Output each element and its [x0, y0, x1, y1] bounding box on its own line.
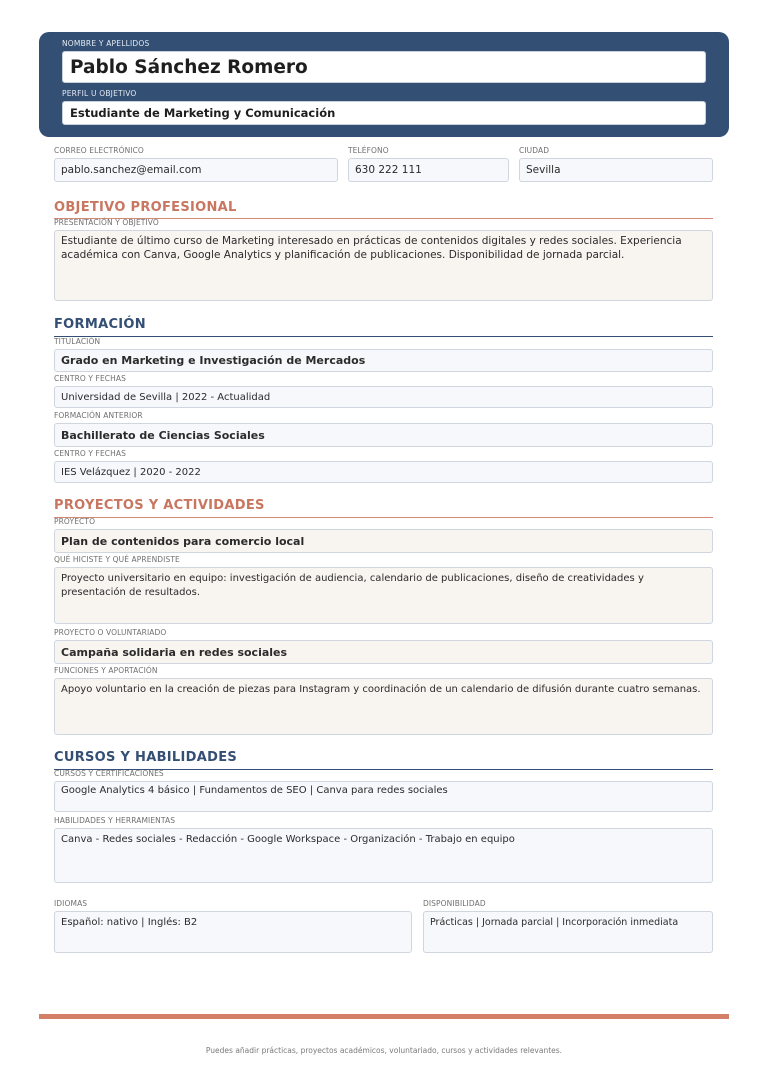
footer-accent-bar: [39, 1014, 729, 1019]
name-label: NOMBRE Y APELLIDOS: [62, 39, 150, 48]
skills-section-title: CURSOS Y HABILIDADES: [54, 750, 238, 765]
objective-field[interactable]: Estudiante de último curso de Marketing interesado en prácticas de contenidos digitales y redes sociales. Experiencia académica con Canva, Google Analytics y planificación de publicaciones. Disponibilidad de jornada parcial.: [54, 230, 713, 301]
prev-education-field[interactable]: Bachillerato de Ciencias Sociales: [54, 423, 713, 447]
city-label: CIUDAD: [519, 146, 550, 155]
projects-section-title: PROYECTOS Y ACTIVIDADES: [54, 498, 265, 513]
project1-field[interactable]: Plan de contenidos para comercio local: [54, 529, 713, 553]
center-field[interactable]: Universidad de Sevilla | 2022 - Actualidad: [54, 386, 713, 408]
languages-label: IDIOMAS: [54, 899, 88, 908]
prev-education-label: FORMACIÓN ANTERIOR: [54, 411, 143, 420]
project2-desc-label: FUNCIONES Y APORTACIÓN: [54, 666, 158, 675]
center-label: CENTRO Y FECHAS: [54, 374, 126, 383]
project2-label: PROYECTO O VOLUNTARIADO: [54, 628, 167, 637]
objective-label: PRESENTACIÓN Y OBJETIVO: [54, 218, 159, 227]
profile-label: PERFIL U OBJETIVO: [62, 89, 137, 98]
city-field[interactable]: Sevilla: [519, 158, 713, 182]
objective-section-title: OBJETIVO PROFESIONAL: [54, 200, 237, 215]
project1-label: PROYECTO: [54, 517, 96, 526]
projects-section-divider: [54, 517, 713, 518]
availability-field[interactable]: Prácticas | Jornada parcial | Incorporación inmediata: [423, 911, 713, 953]
project2-field[interactable]: Campaña solidaria en redes sociales: [54, 640, 713, 664]
prev-center-field[interactable]: IES Velázquez | 2020 - 2022: [54, 461, 713, 483]
profile-field[interactable]: Estudiante de Marketing y Comunicación: [62, 101, 706, 125]
header-panel: [39, 32, 729, 137]
languages-field[interactable]: Español: nativo | Inglés: B2: [54, 911, 412, 953]
tools-field[interactable]: Canva - Redes sociales - Redacción - Google Workspace - Organización - Trabajo en equipo: [54, 828, 713, 883]
project1-desc-field[interactable]: Proyecto universitario en equipo: investigación de audiencia, calendario de publicaciones, diseño de creatividades y presentación de resultados.: [54, 567, 713, 624]
project1-desc-label: QUÉ HICISTE Y QUÉ APRENDISTE: [54, 555, 180, 564]
phone-label: TELÉFONO: [348, 146, 389, 155]
courses-label: CURSOS Y CERTIFICACIONES: [54, 769, 164, 778]
name-field[interactable]: Pablo Sánchez Romero: [62, 51, 706, 83]
education-section-title: FORMACIÓN: [54, 317, 146, 332]
degree-field[interactable]: Grado en Marketing e Investigación de Mercados: [54, 349, 713, 372]
availability-label: DISPONIBILIDAD: [423, 899, 486, 908]
footer-note: Puedes añadir prácticas, proyectos académicos, voluntariado, cursos y actividades relevantes.: [205, 1046, 563, 1055]
prev-center-label: CENTRO Y FECHAS: [54, 449, 126, 458]
email-label: CORREO ELECTRÓNICO: [54, 146, 144, 155]
email-field[interactable]: pablo.sanchez@email.com: [54, 158, 338, 182]
tools-label: HABILIDADES Y HERRAMIENTAS: [54, 816, 176, 825]
project2-desc-field[interactable]: Apoyo voluntario en la creación de piezas para Instagram y coordinación de un calendario de difusión durante cuatro semanas.: [54, 678, 713, 735]
courses-field[interactable]: Google Analytics 4 básico | Fundamentos de SEO | Canva para redes sociales: [54, 781, 713, 812]
phone-field[interactable]: 630 222 111: [348, 158, 509, 182]
education-section-divider: [54, 336, 713, 337]
degree-label: TITULACIÓN: [54, 337, 101, 346]
